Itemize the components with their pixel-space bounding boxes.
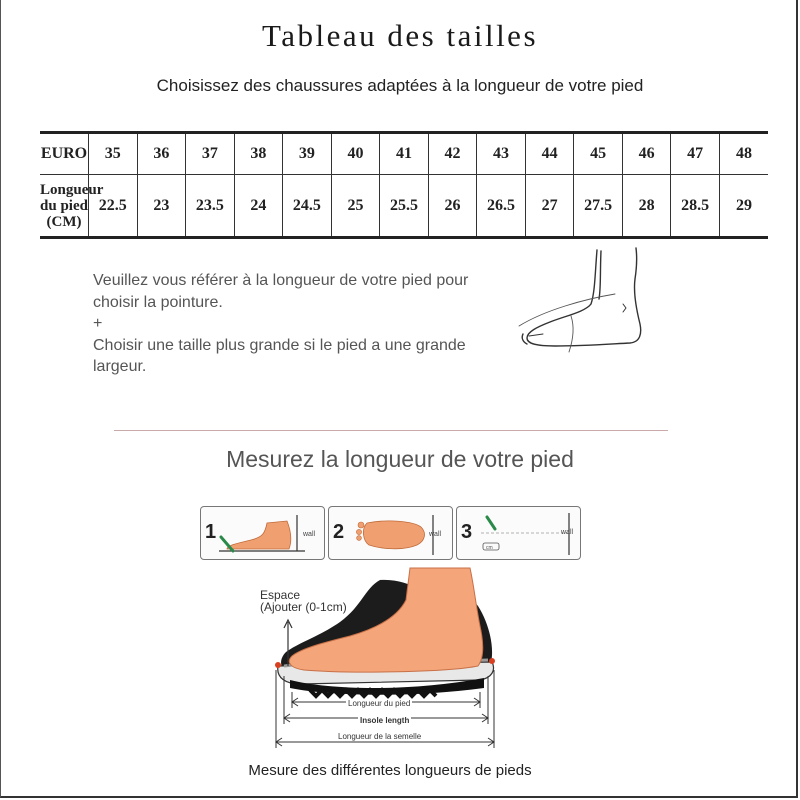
foot-sketch-icon [515, 244, 650, 359]
wall-label: wall [561, 529, 574, 536]
euro-cell: 39 [283, 133, 332, 175]
size-table [40, 131, 768, 239]
instruction-line: Choisir une taille plus grande si le pied a une grande [93, 336, 466, 354]
space-label: Espace [260, 588, 301, 602]
step-1-panel [200, 506, 325, 560]
page-subtitle: Choisissez des chaussures adaptées à la longueur de votre pied [156, 76, 644, 95]
cm-cell: 26.5 [477, 175, 526, 238]
euro-cell: 35 [89, 133, 138, 175]
instruction-line: Veuillez vous référer à la longueur de votre pied pour [93, 272, 469, 289]
euro-cell: 45 [574, 133, 623, 175]
step-number: 1 [205, 521, 217, 543]
cm-cell: 24 [234, 175, 283, 238]
euro-cell: 43 [477, 133, 526, 175]
euro-cell: 36 [137, 133, 186, 175]
insole-length-label: Insole length [360, 716, 410, 725]
length-header [40, 175, 104, 238]
cm-cell: 23 [137, 175, 186, 238]
cm-cell: 25.5 [380, 175, 429, 238]
cm-cell: 22.5 [89, 175, 138, 238]
sole-length-label: Longueur de la semelle [338, 732, 422, 741]
euro-cell: 48 [719, 133, 768, 175]
wall-label: wall [429, 531, 442, 538]
cm-cell: 28 [622, 175, 671, 238]
foot-length-label: Longueur du pied [348, 699, 411, 708]
length-header-line: Longueur [40, 181, 104, 198]
foot-side-icon [217, 511, 307, 557]
step-2-panel [328, 506, 453, 560]
euro-cell: 38 [234, 133, 283, 175]
length-header-line: (CM) [46, 213, 82, 230]
euro-cell: 44 [525, 133, 574, 175]
sizing-instructions [93, 270, 533, 378]
euro-cell: 42 [428, 133, 477, 175]
euro-header: EURO [40, 133, 89, 175]
step-3-panel [456, 506, 581, 560]
cm-cell: 29 [719, 175, 768, 238]
cm-row [40, 175, 768, 238]
cm-cell: 25 [331, 175, 380, 238]
svg-text:cm: cm [486, 545, 493, 551]
instruction-plus: + [93, 315, 103, 332]
measure-title: Mesurez la longueur de votre pied [226, 446, 574, 472]
length-header-line: du pied [40, 197, 88, 214]
euro-row [40, 133, 768, 175]
euro-cell: 40 [331, 133, 380, 175]
instruction-line: largeur. [93, 358, 147, 375]
wall-label: wall [303, 531, 316, 538]
cm-cell: 27.5 [574, 175, 623, 238]
diagram-caption: Mesure des différentes longueurs de pieds [248, 762, 532, 779]
space-sub-label: (Ajouter (0-1cm) [260, 600, 347, 614]
cm-cell: 27 [525, 175, 574, 238]
step-number: 2 [333, 521, 345, 543]
cm-cell: 26 [428, 175, 477, 238]
euro-cell: 37 [186, 133, 235, 175]
foot-top-icon [347, 511, 437, 557]
euro-cell: 41 [380, 133, 429, 175]
cm-cell: 24.5 [283, 175, 332, 238]
step-number: 3 [461, 521, 473, 543]
instruction-line: choisir la pointure. [93, 293, 223, 311]
cm-cell: 28.5 [671, 175, 720, 238]
cm-cell: 23.5 [186, 175, 235, 238]
page-title: Tableau des tailles [261, 18, 539, 53]
shoe-diagram-icon [270, 566, 510, 754]
section-divider [114, 430, 668, 431]
euro-cell: 46 [622, 133, 671, 175]
euro-cell: 47 [671, 133, 720, 175]
